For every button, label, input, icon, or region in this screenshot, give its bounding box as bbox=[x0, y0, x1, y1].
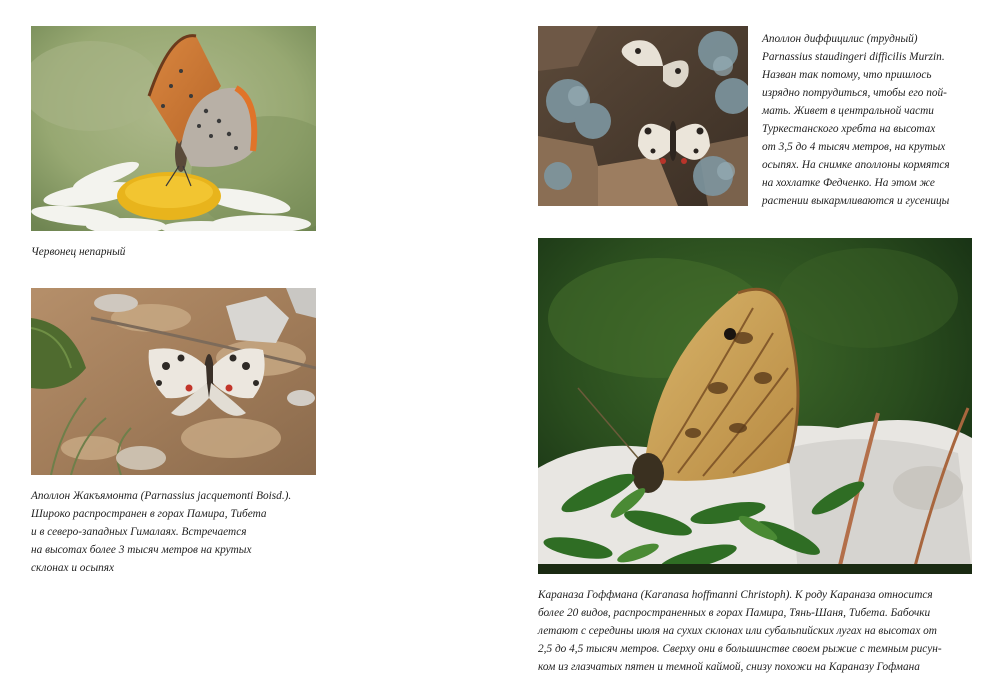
caption-line: 2,5 до 4,5 тысяч метров. Сверху они в большинстве своем рыжие с темным рисун- bbox=[538, 643, 942, 655]
caption-line: Parnassius staudingeri difficilis Murzin. bbox=[762, 51, 945, 63]
caption-line: склонах и осыпях bbox=[31, 562, 115, 574]
caption-line: более 20 видов, распространенных в горах Памира, Тянь-Шаня, Тибета. Бабочки bbox=[538, 607, 931, 619]
caption-line: изрядно потрудиться, чтобы его пой- bbox=[762, 87, 947, 99]
photo-chervonets-butterfly bbox=[31, 26, 316, 231]
caption-line: мать. Живет в центральной части bbox=[762, 105, 934, 117]
butterfly-on-daisy-image bbox=[31, 26, 316, 231]
apollo-feeding-image bbox=[538, 26, 748, 206]
caption-line: осыпях. На снимке аполлоны кормятся bbox=[762, 159, 950, 171]
caption-chervonets bbox=[31, 243, 125, 261]
caption-line: Аполлон Жакъямонта (Parnassius jacquemonti Boisd.). bbox=[31, 490, 292, 502]
caption-apollo-difficilis bbox=[762, 30, 950, 210]
caption-line: Аполлон диффицилис (трудный) bbox=[762, 33, 918, 45]
caption-line: Туркестанского хребта на высотах bbox=[762, 123, 936, 135]
photo-karanasa-hoffmanni bbox=[538, 238, 972, 574]
caption-line: Широко распространен в горах Памира, Тибета bbox=[31, 508, 267, 520]
caption-line: ком из глазчатых пятен и темной каймой, снизу похожи на Караназу Гофмана bbox=[538, 661, 920, 673]
photo-apollo-jacquemonti bbox=[31, 288, 316, 475]
photo-apollo-difficilis bbox=[538, 26, 748, 206]
caption-line: на хохлатке Федченко. На этом же bbox=[762, 177, 935, 189]
caption-line: Караназа Гоффмана (Karanasa hoffmanni Christoph). К роду Караназа относится bbox=[538, 589, 933, 601]
karanasa-butterfly-image bbox=[538, 238, 972, 574]
caption-karanasa bbox=[538, 586, 942, 676]
caption-line: Назван так потому, что пришлось bbox=[762, 69, 932, 81]
caption-line: от 3,5 до 4 тысяч метров, на крутых bbox=[762, 141, 946, 153]
caption-apollo-jacquemonti bbox=[31, 487, 291, 577]
apollo-on-rocks-image bbox=[31, 288, 316, 475]
caption-line: и в северо-западных Гималаях. Встречается bbox=[31, 526, 247, 538]
caption-line: на высотах более 3 тысяч метров на крутых bbox=[31, 544, 252, 556]
caption-line: Червонец непарный bbox=[31, 246, 126, 258]
caption-line: летают с середины июля на сухих склонах или субальпийских лугах на высотах от bbox=[538, 625, 937, 637]
caption-line: растении выкармливаются и гусеницы bbox=[762, 195, 950, 207]
